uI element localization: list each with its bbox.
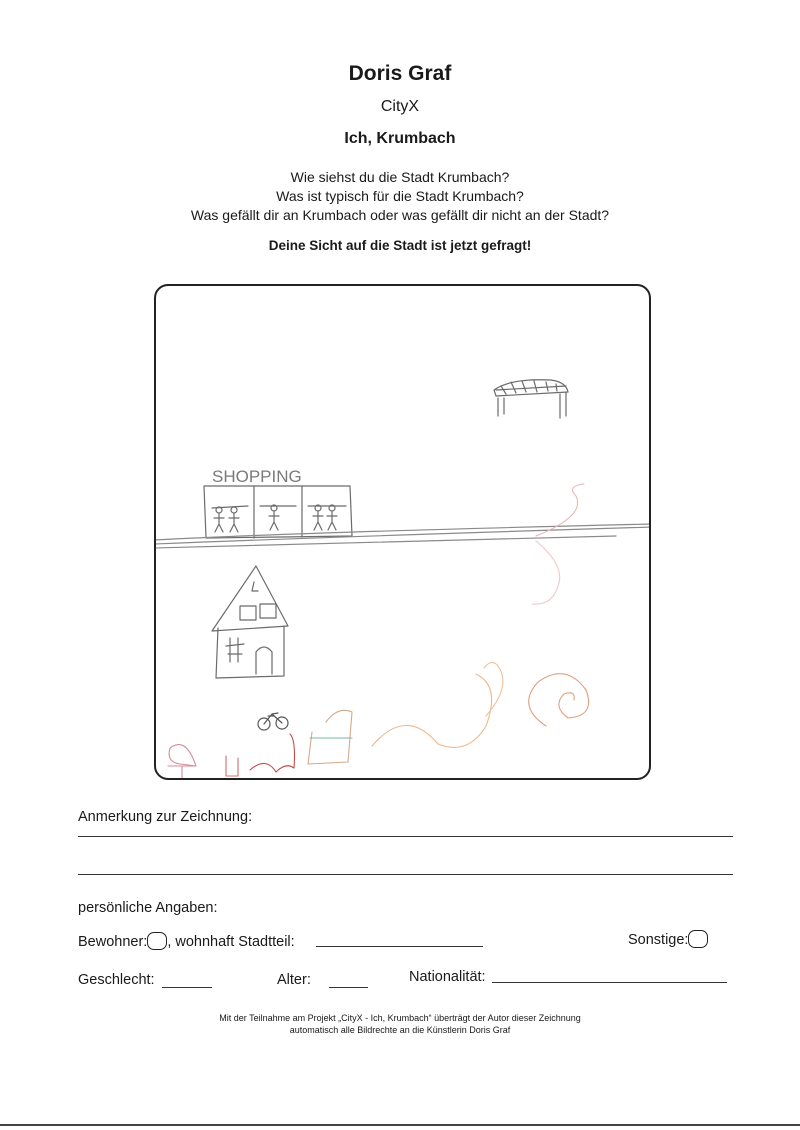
callout-text: Deine Sicht auf die Stadt ist jetzt gefragt! (268, 238, 532, 253)
rights-notice-line-2: automatisch alle Bildrechte an die Künstlerin Doris Graf (289, 1025, 511, 1035)
drawing-frame (154, 284, 651, 780)
project-subtitle: Ich, Krumbach (344, 130, 456, 147)
rights-notice-line-1: Mit der Teilnahme am Projekt „CityX - Ich, Krumbach“ überträgt der Autor dieser Zeichnung (219, 1013, 581, 1023)
resident-label: Bewohner: (78, 934, 148, 950)
nationality-field[interactable] (492, 982, 727, 983)
remark-line-2[interactable] (78, 874, 733, 875)
bench-sketch (494, 380, 568, 418)
colored-scribbles (168, 484, 589, 780)
personal-info-label: persönliche Angaben: (78, 900, 218, 916)
other-label: Sonstige: (628, 932, 689, 948)
other-checkbox[interactable] (688, 930, 708, 948)
rights-notice (0, 1012, 800, 1036)
shops-sketch (204, 467, 352, 538)
resident-row (78, 932, 295, 950)
author-name: Doris Graf (348, 62, 452, 85)
bicycle-sketch (258, 713, 288, 730)
child-drawing (156, 286, 651, 780)
district-label: , wohnhaft Stadtteil: (167, 934, 295, 950)
remark-label: Anmerkung zur Zeichnung: (78, 809, 253, 825)
nationality-label: Nationalität: (409, 969, 486, 985)
gender-field[interactable] (162, 987, 212, 988)
house-sketch (212, 566, 288, 678)
street-sketch (156, 524, 651, 548)
remark-line-1[interactable] (78, 836, 733, 837)
gender-label: Geschlecht: (78, 972, 155, 988)
district-field[interactable] (316, 946, 483, 947)
other-row (628, 930, 708, 948)
shopping-text: SHOPPING (212, 467, 302, 486)
project-name: CityX (380, 98, 420, 115)
question-3: Was gefällt dir an Krumbach oder was gefällt dir nicht an der Stadt? (190, 207, 610, 223)
age-field[interactable] (329, 987, 368, 988)
question-list (0, 168, 800, 225)
scan-edge (0, 1124, 800, 1126)
resident-checkbox[interactable] (147, 932, 167, 950)
question-1: Wie siehst du die Stadt Krumbach? (290, 169, 510, 185)
question-2: Was ist typisch für die Stadt Krumbach? (276, 188, 524, 204)
age-label: Alter: (277, 972, 311, 988)
